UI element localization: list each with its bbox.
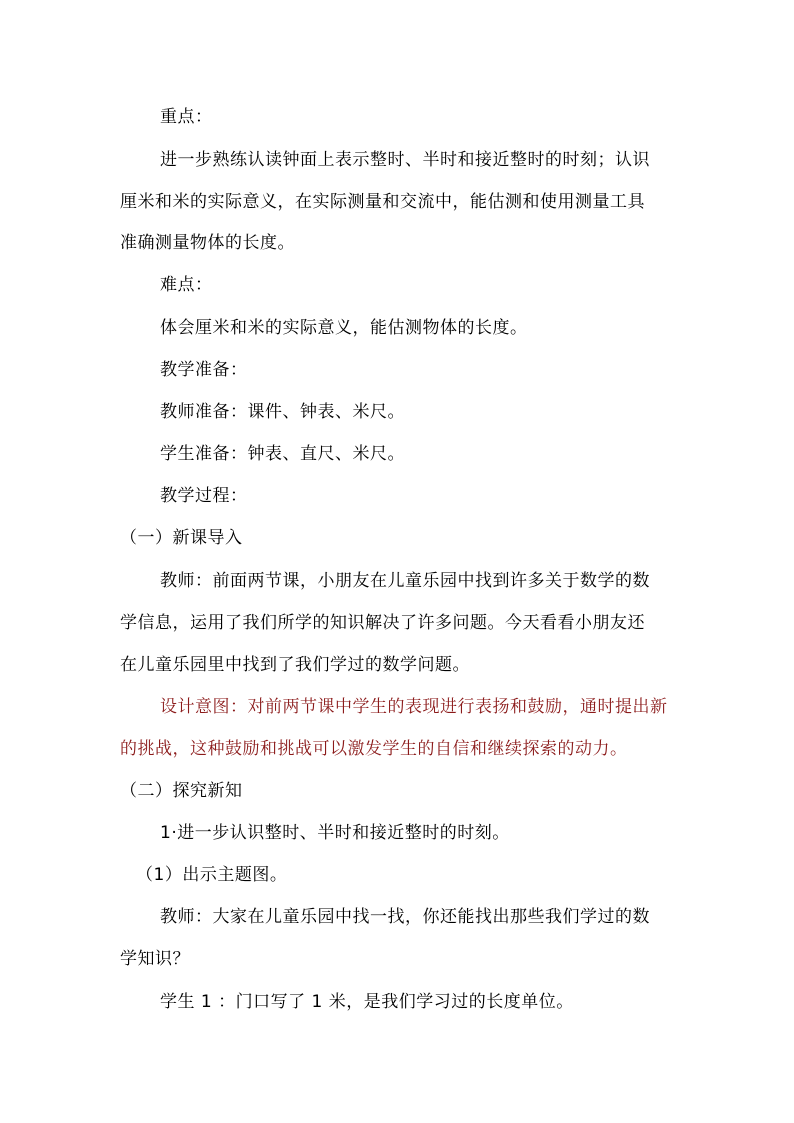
section-2-title: （二）探究新知 (120, 781, 243, 801)
key-points-text-line-3: 准确测量物体的长度。 (120, 233, 295, 253)
step-1: 1·进一步认识整时、半时和接近整时的时刻。 (160, 823, 510, 843)
difficulty-label: 难点： (160, 275, 213, 295)
teacher-intro-line-1: 教师：前面两节课，小朋友在儿童乐园中找到许多关于数学的数 (160, 571, 650, 591)
teacher-question-line-1: 教师：大家在儿童乐园中找一找，你还能找出那些我们学过的数 (160, 907, 650, 927)
process-label: 教学过程： (160, 486, 248, 506)
student-answer-1: 学生 1 ：门口写了 1 米，是我们学习过的长度单位。 (160, 992, 574, 1012)
teacher-intro-line-2: 学信息，运用了我们所学的知识解决了许多问题。今天看看小朋友还 (120, 613, 645, 633)
student-prep: 学生准备：钟表、直尺、米尺。 (160, 444, 405, 464)
design-intent-line-1: 设计意图：对前两节课中学生的表现进行表扬和鼓励，通时提出新 (160, 697, 668, 717)
key-points-text-line-2: 厘米和米的实际意义，在实际测量和交流中，能估测和使用测量工具 (120, 192, 645, 212)
design-intent-line-2: 的挑战，这种鼓励和挑战可以激发学生的自信和继续探索的动力。 (120, 739, 628, 759)
difficulty-text: 体会厘米和米的实际意义，能估测物体的长度。 (160, 318, 528, 338)
teacher-intro-line-3: 在儿童乐园里中找到了我们学过的数学问题。 (120, 655, 470, 675)
teacher-prep: 教师准备：课件、钟表、米尺。 (160, 402, 405, 422)
prep-label: 教学准备： (160, 360, 248, 380)
section-1-title: （一）新课导入 (120, 528, 243, 548)
sub-step-1: （1）出示主题图。 (136, 865, 288, 885)
teacher-question-line-2: 学知识？ (120, 949, 190, 969)
key-points-text-line-1: 进一步熟练认读钟面上表示整时、半时和接近整时的时刻；认识 (160, 150, 650, 170)
key-points-label: 重点： (160, 107, 213, 127)
